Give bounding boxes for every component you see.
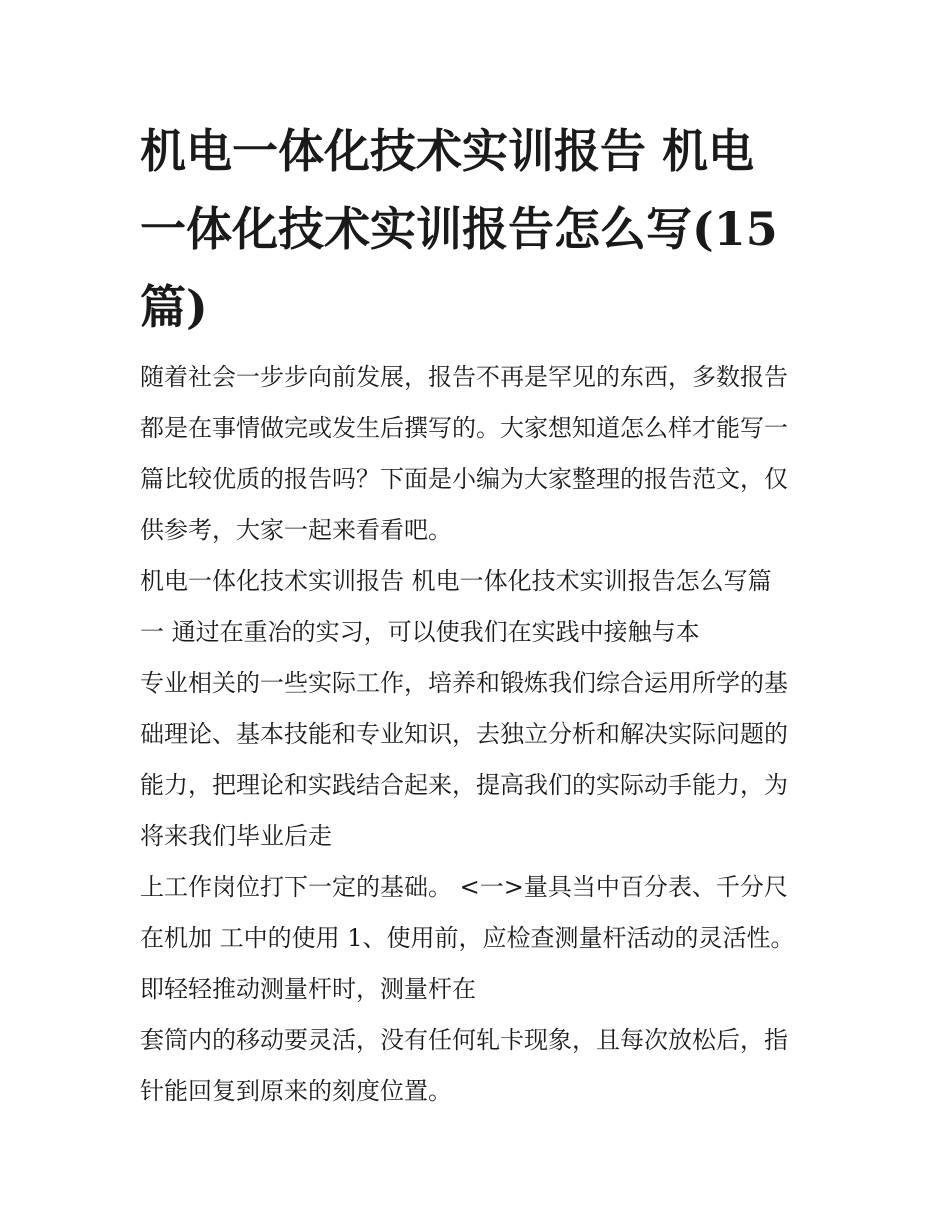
body-line: 专业相关的一些实际工作，培养和锻炼我们综合运用所学的基	[140, 669, 788, 697]
title-line: 篇)	[140, 280, 208, 334]
body-line: 篇比较优质的报告吗？下面是小编为大家整理的报告范文，仅	[140, 465, 788, 493]
title-line: 一体化技术实训报告怎么写(15	[140, 202, 778, 256]
title-line: 机电一体化技术实训报告 机电	[140, 124, 755, 178]
body-line: 础理论、基本技能和专业知识，去独立分析和解决实际问题的	[140, 720, 788, 748]
body-line: 一 通过在重冶的实习，可以使我们在实践中接触与本	[140, 618, 700, 646]
body-line: 针能回复到原来的刻度位置。	[140, 1077, 452, 1105]
body-line: 能力，把理论和实践结合起来，提高我们的实际动手能力，为	[140, 771, 788, 799]
body-line: 机电一体化技术实训报告 机电一体化技术实训报告怎么写篇	[140, 567, 772, 595]
body-line: 套筒内的移动要灵活，没有任何轧卡现象，且每次放松后，指	[140, 1026, 788, 1054]
body-line: 上工作岗位打下一定的基础。 <一>量具当中百分表、千分尺	[140, 873, 788, 901]
body-line: 随着社会一步步向前发展，报告不再是罕见的东西，多数报告	[140, 363, 788, 391]
document-title	[140, 112, 820, 346]
body-line: 都是在事情做完或发生后撰写的。大家想知道怎么样才能写一	[140, 414, 788, 442]
body-line: 即轻轻推动测量杆时，测量杆在	[140, 975, 476, 1003]
body-line: 供参考，大家一起来看看吧。	[140, 516, 452, 544]
body-line: 在机加 工中的使用 1、使用前，应检查测量杆活动的灵活性。	[140, 924, 795, 952]
document-body	[140, 352, 820, 1117]
body-line: 将来我们毕业后走	[140, 822, 332, 850]
